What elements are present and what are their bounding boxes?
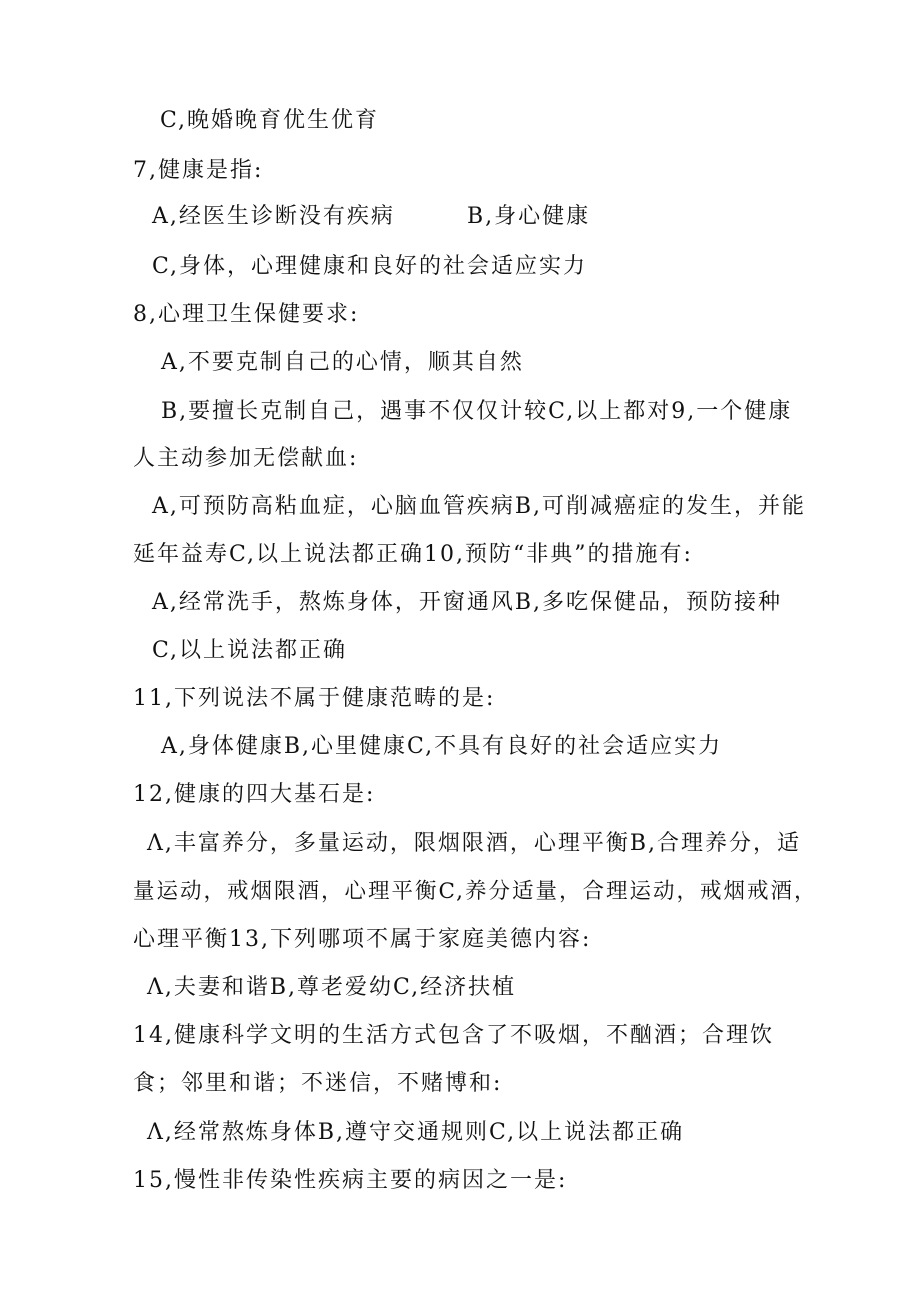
q7-option-b: B,身心健康 xyxy=(467,204,591,229)
q10-option-c: C,以上说法都正确 xyxy=(152,638,348,663)
q14-question-cont: 食；邻里和谐；不迷信，不赌博和: xyxy=(133,1071,503,1096)
q8-option-b-c-q9: B,要擅长克制自己，遇事不仅仅计较C,以上都对9,一个健康 xyxy=(161,399,793,424)
q9-option-c-q10: 延年益寿C,以上说法都正确10,预防“非典”的措施有: xyxy=(133,542,693,567)
q8-question: 8,心理卫生保健要求: xyxy=(133,302,360,327)
q9-options-ab: A,可预防高粘血症，心脑血管疾病B,可削减癌症的发生，并能 xyxy=(152,494,807,519)
q14-question: 14,健康科学文明的生活方式包含了不吸烟，不酗酒；合理饮 xyxy=(133,1023,774,1048)
q6-option-c: C,晚婚晚育优生优育 xyxy=(160,108,380,133)
q15-question: 15,慢性非传染性疾病主要的病因之一是: xyxy=(133,1168,568,1193)
q7-option-c: C,身体，心理健康和良好的社会适应实力 xyxy=(152,254,588,279)
q12-question: 12,健康的四大基石是: xyxy=(133,782,376,807)
q13-options: Λ,夫妻和谐B,尊老爱幼C,经济扶植 xyxy=(147,975,517,1000)
q11-question: 11,下列说法不属于健康范畴的是: xyxy=(133,686,496,711)
q12-option-c-q13: 心理平衡13,下列哪项不属于家庭美德内容: xyxy=(133,927,592,952)
q12-option-a-b: Λ,丰富养分，多量运动，限烟限酒，心理平衡B,合理养分，适 xyxy=(147,831,802,856)
q7-question: 7,健康是指: xyxy=(133,158,264,183)
q7-option-a: A,经医生诊断没有疾病 xyxy=(152,204,395,229)
q11-options: A,身体健康B,心里健康C,不具有良好的社会适应实力 xyxy=(161,734,723,759)
q9-question-cont: 人主动参加无偿献血: xyxy=(133,446,359,471)
q8-option-a: A,不要克制自己的心情，顺其自然 xyxy=(161,350,524,375)
q14-options: Λ,经常熬炼身体B,遵守交通规则C,以上说法都正确 xyxy=(147,1120,685,1145)
q12-option-b-c: 量运动，戒烟限酒，心理平衡C,养分适量，合理运动，戒烟戒酒， xyxy=(133,879,818,904)
q10-options-ab: A,经常洗手，熬炼身体，开窗通风B,多吃保健品，预防接种 xyxy=(152,590,783,615)
